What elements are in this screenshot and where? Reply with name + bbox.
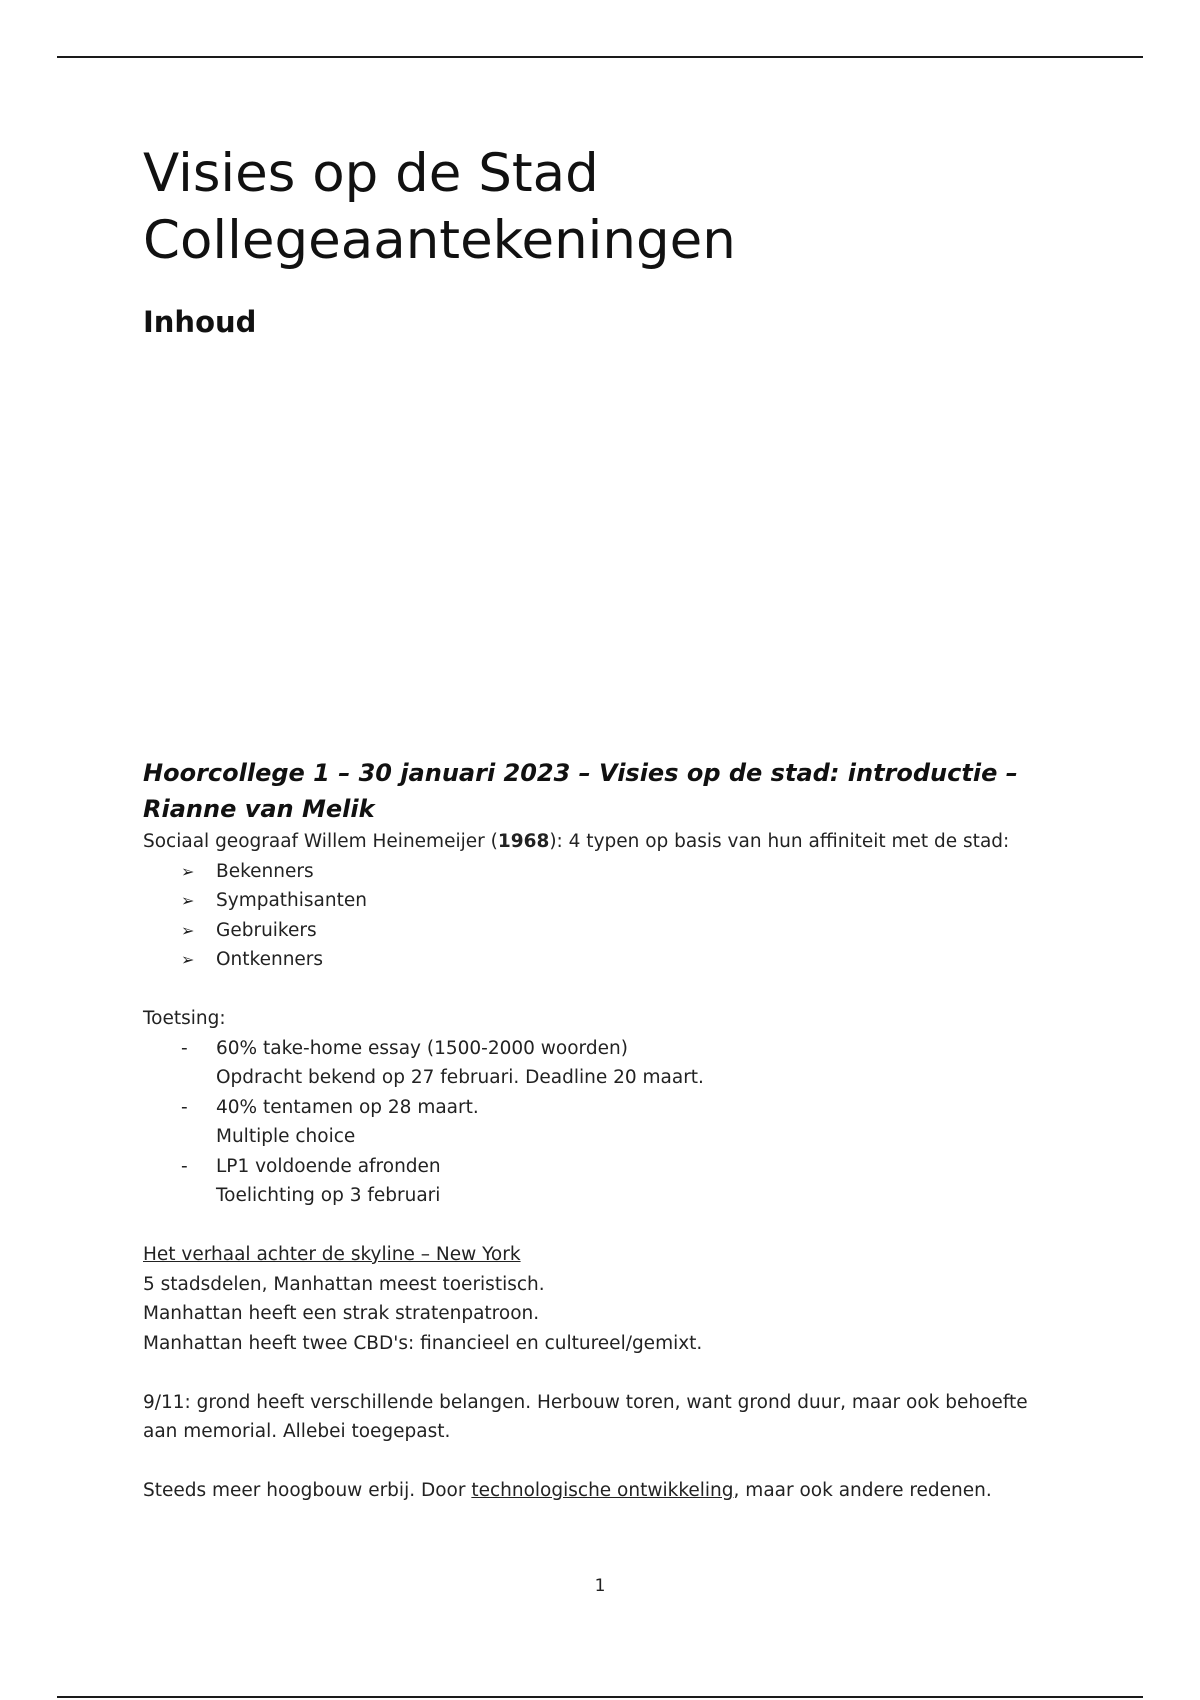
intro-paragraph: Sociaal geograaf Willem Heinemeijer (1968): 4 typen op basis van hun affiniteit met de stad:: [143, 831, 1010, 852]
list-item: - LP1 voldoende afronden Toelichting op 3 februari: [143, 1152, 1063, 1211]
arrow-bullet-icon: ➢: [181, 861, 195, 881]
highrise-paragraph: Steeds meer hoogbouw erbij. Door technologische ontwikkeling, maar ook andere redenen.: [143, 1480, 992, 1501]
document-title: [143, 140, 1063, 274]
assessment-list: [143, 1034, 1063, 1211]
document-title-line-1: Visies op de Stad: [143, 143, 599, 204]
list-item: ➢ Ontkenners: [143, 945, 1063, 975]
skyline-line: Manhattan heeft een strak stratenpatroon.: [143, 1303, 540, 1324]
arrow-bullet-icon: ➢: [181, 891, 195, 910]
types-list: [143, 857, 1063, 975]
footer-rule: [57, 1696, 1143, 1698]
skyline-heading: Het verhaal achter de skyline – New York: [143, 1244, 521, 1265]
page-number: 1: [594, 1576, 606, 1596]
list-item: - 60% take-home essay (1500-2000 woorden) Opdracht bekend op 27 februari. Deadline 20 maart.: [143, 1034, 1063, 1093]
arrow-bullet-icon: ➢: [181, 950, 195, 969]
dash-bullet-icon: -: [181, 1037, 188, 1059]
list-item: - 40% tentamen op 28 maart. Multiple choice: [143, 1093, 1063, 1152]
list-item: ➢ Bekenners: [143, 857, 1063, 887]
skyline-line: 5 stadsdelen, Manhattan meest toeristisch.: [143, 1273, 545, 1295]
dash-bullet-icon: -: [181, 1096, 188, 1118]
intro-year: 1968: [497, 831, 550, 852]
toc-heading: Inhoud: [143, 305, 257, 339]
nine-eleven-paragraph: 9/11: grond heeft verschillende belangen. Herbouw toren, want grond duur, maar ook behoefte aan memorial. Allebei toegepast.: [143, 1391, 1028, 1442]
list-item: ➢ Gebruikers: [143, 916, 1063, 946]
technological-development-term: technologische ontwikkeling: [471, 1480, 734, 1501]
dash-bullet-icon: -: [181, 1155, 188, 1177]
list-item: ➢ Sympathisanten: [143, 886, 1063, 916]
arrow-bullet-icon: ➢: [181, 920, 195, 940]
lecture-body: [143, 827, 1063, 1506]
lecture-heading: Hoorcollege 1 – 30 januari 2023 – Visies op de stad: introductie – Rianne van Melik: [143, 759, 1018, 823]
table-of-contents: [143, 340, 1063, 755]
skyline-line: Manhattan heeft twee CBD's: financieel en cultureel/gemixt.: [143, 1332, 703, 1354]
assessment-label: Toetsing:: [143, 1008, 226, 1029]
header-rule: [57, 56, 1143, 58]
document-title-line-2: Collegeaantekeningen: [143, 210, 736, 271]
page-content: [143, 140, 1063, 1506]
